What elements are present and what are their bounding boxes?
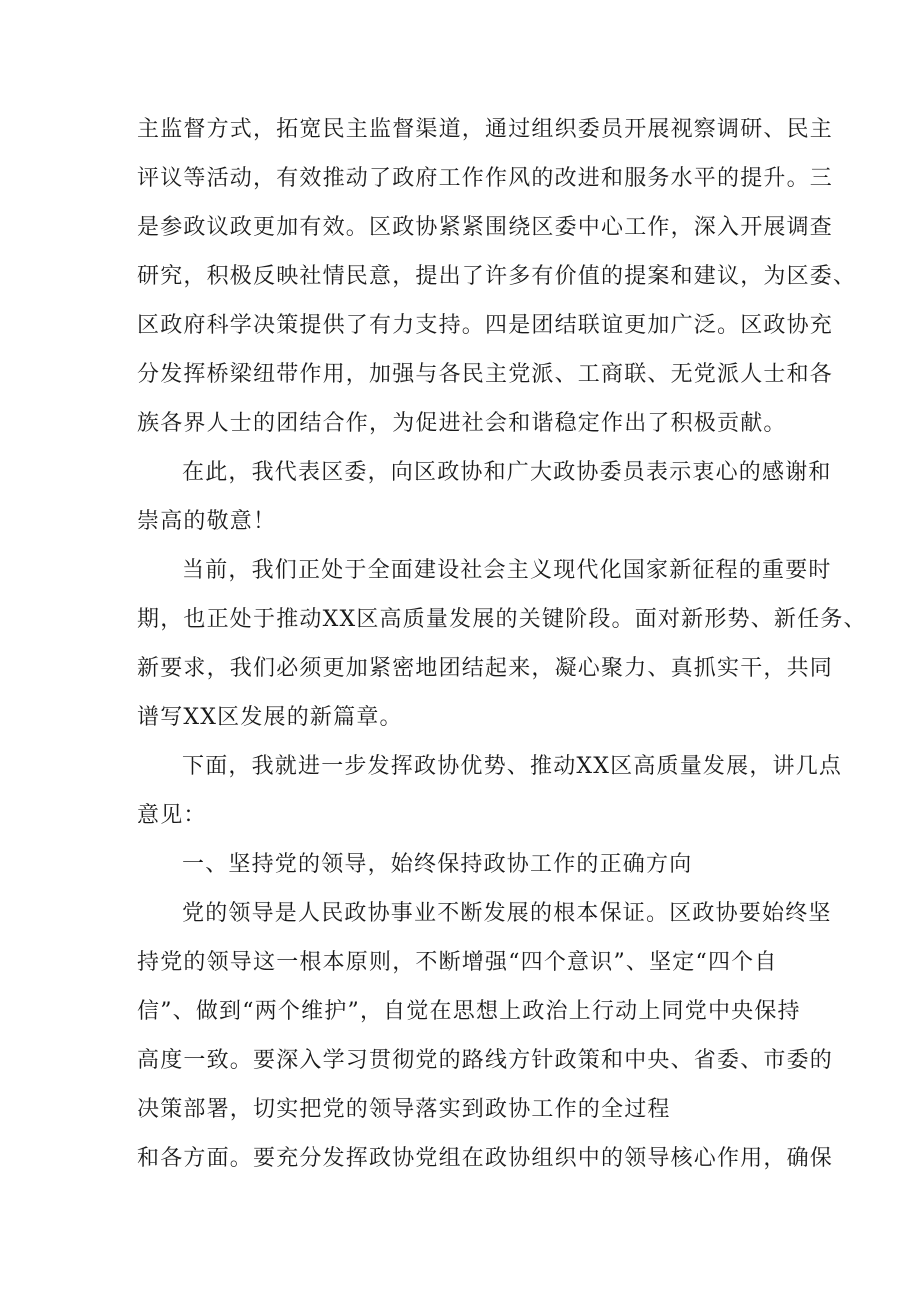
text-line: 评议等活动，有效推动了政府工作作风的改进和服务水平的提升。三 (137, 166, 834, 191)
text-line: 决策部署，切实把党的领导落实到政协工作的全过程 (137, 1097, 671, 1122)
paragraph-first-line: 当前，我们正处于全面建设社会主义现代化国家新征程的重要时 (182, 558, 832, 583)
text-line: 区政府科学决策提供了有力支持。四是团结联谊更加广泛。区政协充 (137, 313, 834, 338)
text-line: 高度一致。要深入学习贯彻党的路线方针政策和中央、省委、市委的 (137, 1048, 834, 1073)
text-line: 新要求，我们必须更加紧密地团结起来，凝心聚力、真抓实干，共同 (137, 656, 834, 681)
text-line: 期，也正处于推动XX区高质量发展的关键阶段。面对新形势、新任务、 (137, 607, 867, 632)
text-line: 信”、做到“两个维护”，自觉在思想上政治上行动上同党中央保持 (137, 999, 801, 1024)
text-line: 研究，积极反映社情民意，提出了许多有价值的提案和建议，为区委、 (137, 264, 857, 289)
text-line: 族各界人士的团结合作，为促进社会和谐稳定作出了积极贡献。 (137, 411, 787, 436)
text-line: 意见： (137, 803, 207, 828)
text-line: 是参政议政更加有效。区政协紧紧围绕区委中心工作，深入开展调查 (137, 215, 834, 240)
paragraph-first-line: 党的领导是人民政协事业不断发展的根本保证。区政协要始终坚 (182, 901, 832, 926)
text-line: 崇高的敬意！ (137, 509, 277, 534)
paragraph-first-line: 在此，我代表区委，向区政协和广大政协委员表示衷心的感谢和 (182, 460, 832, 485)
text-line: 分发挥桥梁纽带作用，加强与各民主党派、工商联、无党派人士和各 (137, 362, 834, 387)
text-line: 谱写XX区发展的新篇章。 (137, 705, 403, 730)
text-line: 持党的领导这一根本原则，不断增强“四个意识”、坚定“四个自 (137, 950, 778, 975)
paragraph-first-line: 下面，我就进一步发挥政协优势、推动XX区高质量发展，讲几点 (182, 754, 843, 779)
text-line: 主监督方式，拓宽民主监督渠道，通过组织委员开展视察调研、民主 (137, 117, 834, 142)
section-heading: 一、坚持党的领导，始终保持政协工作的正确方向 (182, 852, 693, 877)
text-line: 和各方面。要充分发挥政协党组在政协组织中的领导核心作用，确保 (137, 1146, 834, 1171)
